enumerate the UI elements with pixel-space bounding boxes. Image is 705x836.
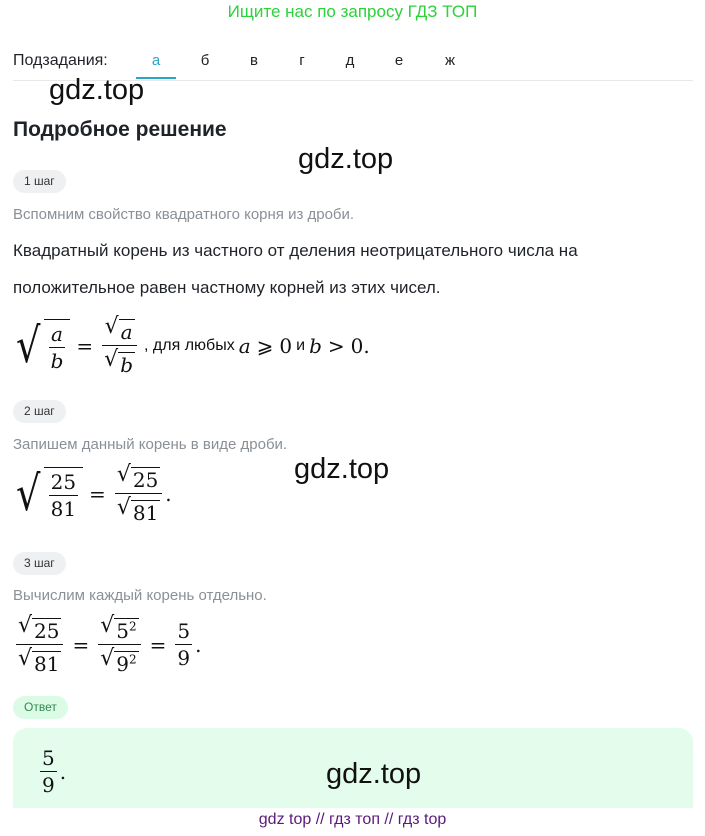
step-text: Квадратный корень из частного от деления неотрицательного числа на bbox=[13, 241, 578, 260]
step-note: Вычислим каждый корень отдельно. bbox=[13, 587, 267, 604]
watermark: gdz.top bbox=[49, 74, 145, 106]
step-badge: 3 шаг bbox=[13, 552, 66, 575]
subtasks-label: Подзадания: bbox=[13, 52, 108, 69]
math-caption: и bbox=[296, 336, 306, 354]
tab-zh[interactable]: ж bbox=[444, 52, 456, 69]
step-text: положительное равен частному корней из этих чисел. bbox=[13, 278, 441, 297]
formula-root-of-fraction: √ $\frac{a}{b}$ = √ a √ b , для любых a ⩾ 0 и b > 0. bbox=[16, 314, 370, 377]
tab-a[interactable]: а bbox=[151, 52, 161, 69]
answer-badge: Ответ bbox=[13, 696, 68, 719]
math-caption: , для любых bbox=[144, 336, 235, 354]
tab-g[interactable]: г bbox=[299, 52, 305, 69]
formula-step3: √ 25 √ 81 = √ $5^2$ √ $9^2$ = $\frac{5}{9}$ . bbox=[18, 613, 202, 676]
tab-v[interactable]: в bbox=[250, 52, 258, 69]
answer-formula: $\frac{5}{9}$ . bbox=[42, 746, 67, 797]
watermark: gdz.top bbox=[294, 453, 390, 485]
tab-e[interactable]: е bbox=[394, 52, 404, 69]
answer-numerator: 5 bbox=[42, 746, 55, 770]
search-banner: Ищите нас по запросу ГДЗ ТОП bbox=[227, 2, 478, 21]
footer-links: gdz top // гдз топ // гдз top bbox=[258, 811, 447, 828]
step-note: Вспомним свойство квадратного корня из дроби. bbox=[13, 206, 355, 223]
step-badge: 1 шаг bbox=[13, 170, 66, 193]
tab-d[interactable]: д bbox=[345, 52, 355, 69]
page-title: Подробное решение bbox=[13, 118, 227, 141]
answer-denominator: 9 bbox=[42, 773, 55, 797]
watermark: gdz.top bbox=[326, 758, 422, 790]
step-note: Запишем данный корень в виде дроби. bbox=[13, 436, 288, 453]
formula-step2: √ $\frac{25}{81}$ = √ 25 √ 81 . bbox=[16, 462, 172, 525]
watermark: gdz.top bbox=[298, 143, 394, 175]
tab-b[interactable]: б bbox=[200, 52, 210, 69]
step-badge: 2 шаг bbox=[13, 400, 66, 423]
